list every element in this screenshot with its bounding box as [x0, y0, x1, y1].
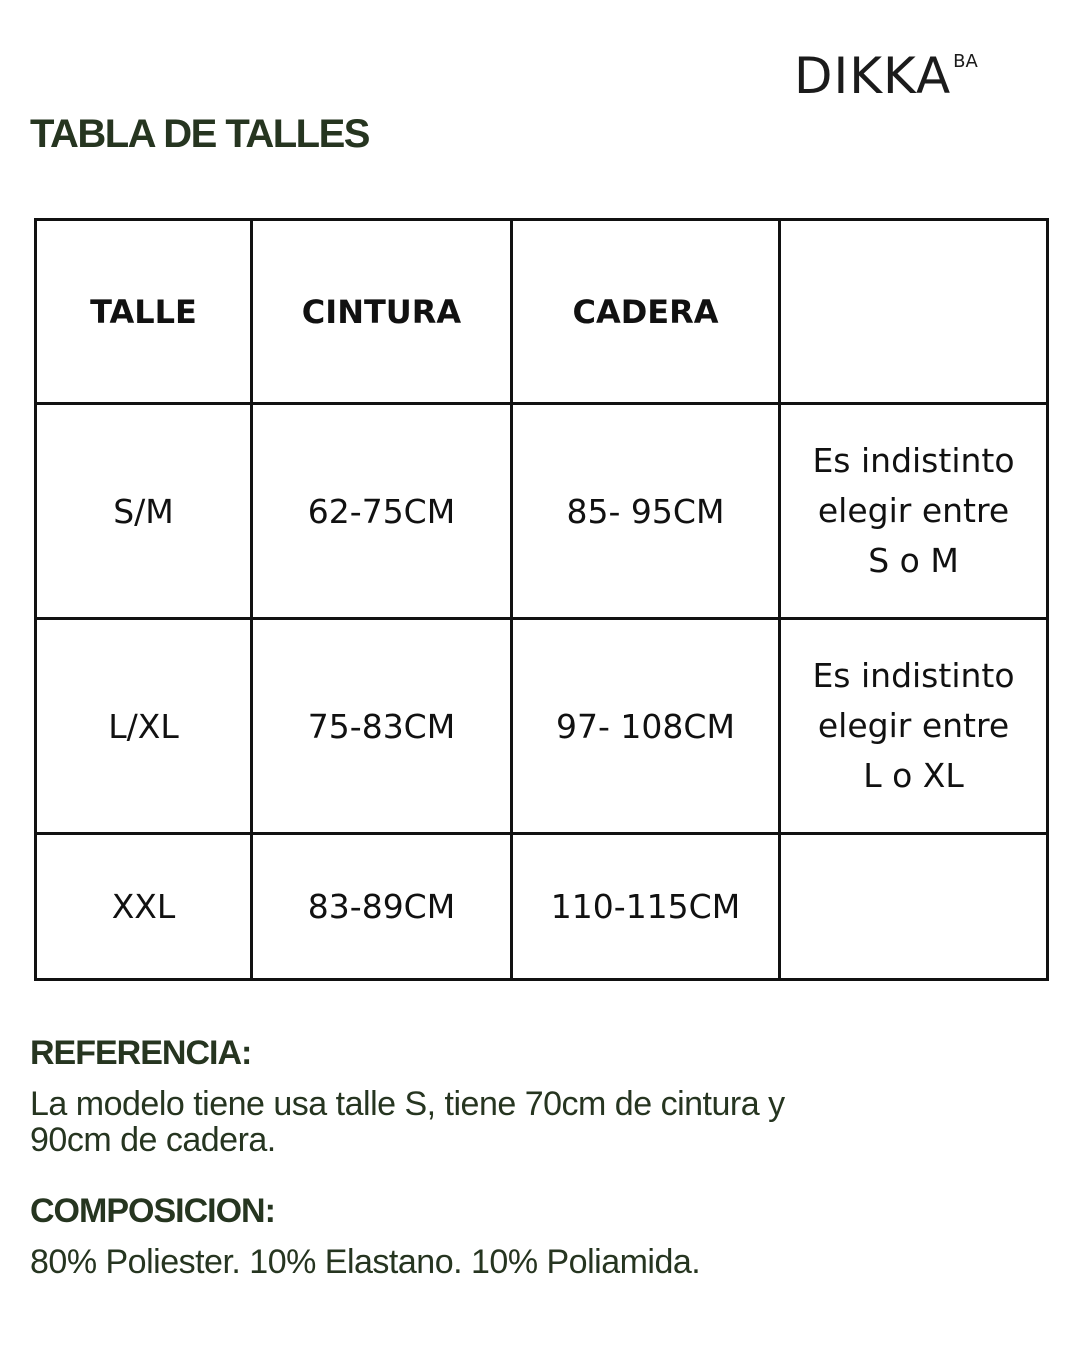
cell-cintura: 75-83CM: [252, 619, 512, 834]
composicion-label: COMPOSICION:: [30, 1192, 275, 1230]
cell-talle: XXL: [36, 834, 252, 980]
brand-logo: [794, 48, 978, 104]
header-cadera: CADERA: [512, 220, 780, 404]
referencia-text-line2: 90cm de cadera.: [30, 1121, 276, 1159]
table-header-row: [36, 220, 1048, 404]
referencia-text-line1: La modelo tiene usa talle S, tiene 70cm de cintura y: [30, 1085, 785, 1123]
table-row: [36, 834, 1048, 980]
cell-cintura: 83-89CM: [252, 834, 512, 980]
cell-nota: [780, 834, 1048, 980]
composicion-text: 80% Poliester. 10% Elastano. 10% Poliamida.: [30, 1243, 701, 1281]
header-cintura: CINTURA: [252, 220, 512, 404]
brand-superscript: BA: [953, 51, 978, 72]
cell-cadera: 110-115CM: [512, 834, 780, 980]
cell-cintura: 62-75CM: [252, 404, 512, 619]
table-row: [36, 619, 1048, 834]
cell-talle: S/M: [36, 404, 252, 619]
cell-cadera: 97- 108CM: [512, 619, 780, 834]
cell-nota: Es indistinto elegir entre S o M: [780, 404, 1048, 619]
header-talle: TALLE: [36, 220, 252, 404]
cell-cadera: 85- 95CM: [512, 404, 780, 619]
cell-talle: L/XL: [36, 619, 252, 834]
table-row: [36, 404, 1048, 619]
brand-name: DIKKA: [794, 47, 952, 105]
cell-nota: Es indistinto elegir entre L o XL: [780, 619, 1048, 834]
referencia-label: REFERENCIA:: [30, 1034, 252, 1072]
header-nota: [780, 220, 1048, 404]
page-title: TABLA DE TALLES: [30, 112, 369, 156]
size-table: [34, 218, 1049, 981]
